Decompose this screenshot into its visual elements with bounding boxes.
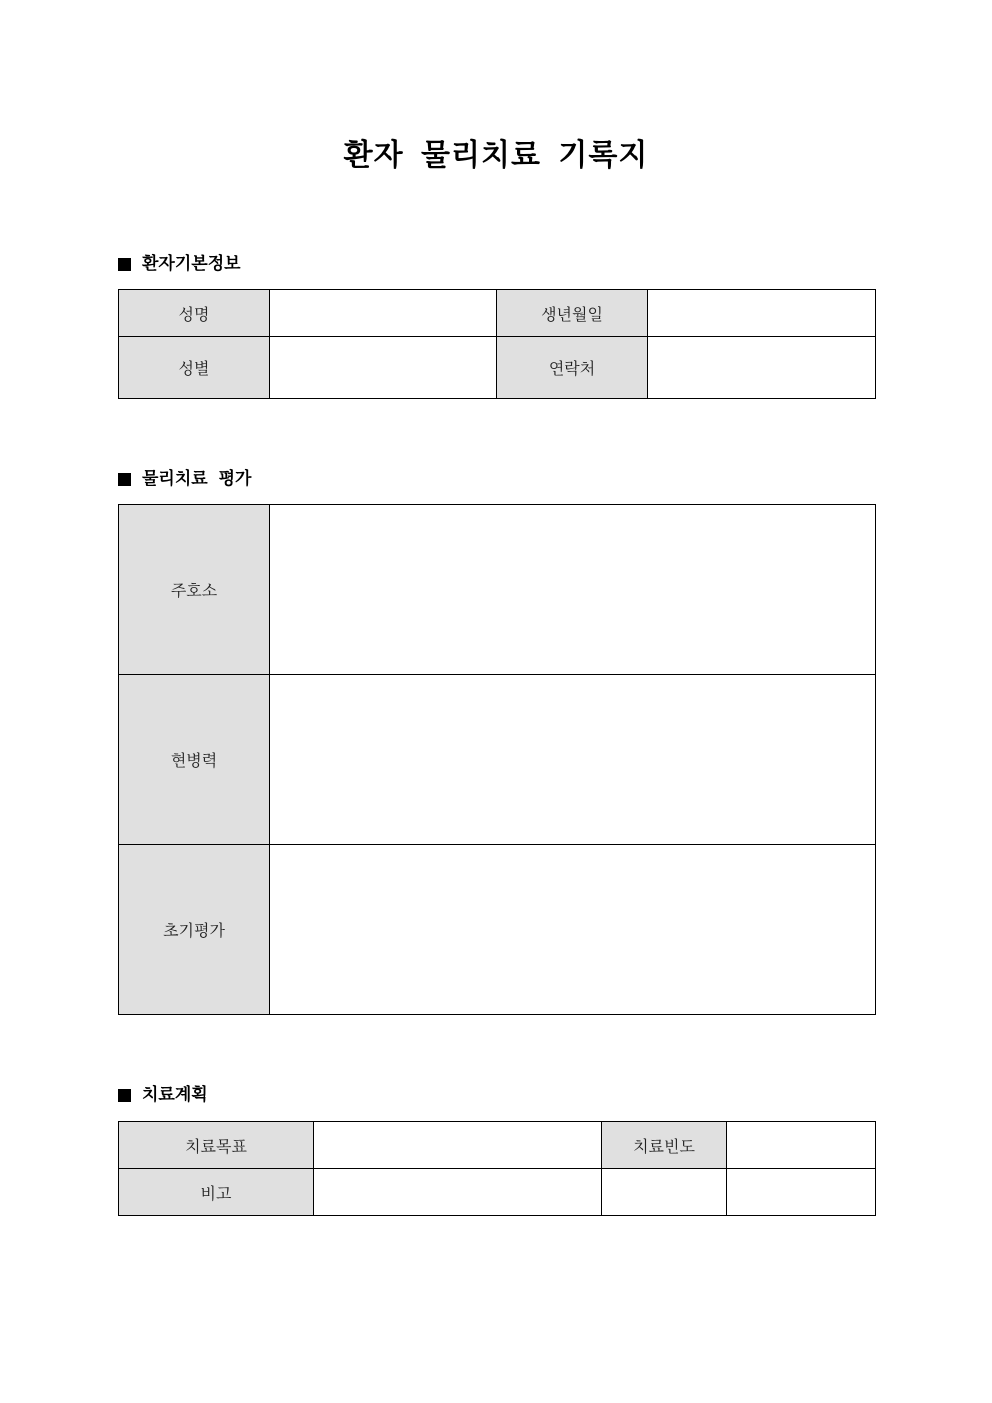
frequency-label: 치료빈도 — [602, 1122, 727, 1169]
table-row — [119, 845, 876, 1015]
page-title: 환자 물리치료 기록지 — [343, 138, 649, 173]
table-row — [119, 337, 876, 399]
square-bullet-icon — [118, 473, 131, 486]
square-bullet-icon — [118, 1089, 131, 1102]
remarks-extra-field[interactable] — [602, 1169, 727, 1216]
section-heading-basic-info — [118, 251, 241, 277]
section-heading-evaluation — [118, 466, 251, 492]
chief-complaint-label: 주호소 — [119, 505, 270, 675]
contact-label: 연락처 — [497, 337, 648, 399]
square-bullet-icon — [118, 258, 131, 271]
section-heading-text: 물리치료 평가 — [142, 469, 252, 489]
section-heading-text: 환자기본정보 — [142, 254, 241, 274]
remarks-label: 비고 — [119, 1169, 314, 1216]
evaluation-table — [118, 504, 876, 1015]
contact-field[interactable] — [648, 337, 876, 399]
treatment-plan-table — [118, 1121, 876, 1216]
initial-assessment-label: 초기평가 — [119, 845, 270, 1015]
table-row — [119, 1169, 876, 1216]
basic-info-table — [118, 289, 876, 399]
birth-date-label: 생년월일 — [497, 290, 648, 337]
gender-label: 성별 — [119, 337, 270, 399]
table-row — [119, 290, 876, 337]
section-heading-treatment-plan — [118, 1082, 208, 1108]
chief-complaint-field[interactable] — [270, 505, 876, 675]
goal-label: 치료목표 — [119, 1122, 314, 1169]
present-illness-field[interactable] — [270, 675, 876, 845]
remarks-field[interactable] — [314, 1169, 602, 1216]
present-illness-label: 현병력 — [119, 675, 270, 845]
name-label: 성명 — [119, 290, 270, 337]
section-heading-text: 치료계획 — [142, 1085, 208, 1105]
gender-field[interactable] — [270, 337, 497, 399]
name-field[interactable] — [270, 290, 497, 337]
birth-date-field[interactable] — [648, 290, 876, 337]
table-row — [119, 675, 876, 845]
table-row — [119, 505, 876, 675]
table-row — [119, 1122, 876, 1169]
frequency-field[interactable] — [727, 1122, 876, 1169]
remarks-extra-field-2[interactable] — [727, 1169, 876, 1216]
initial-assessment-field[interactable] — [270, 845, 876, 1015]
goal-field[interactable] — [314, 1122, 602, 1169]
